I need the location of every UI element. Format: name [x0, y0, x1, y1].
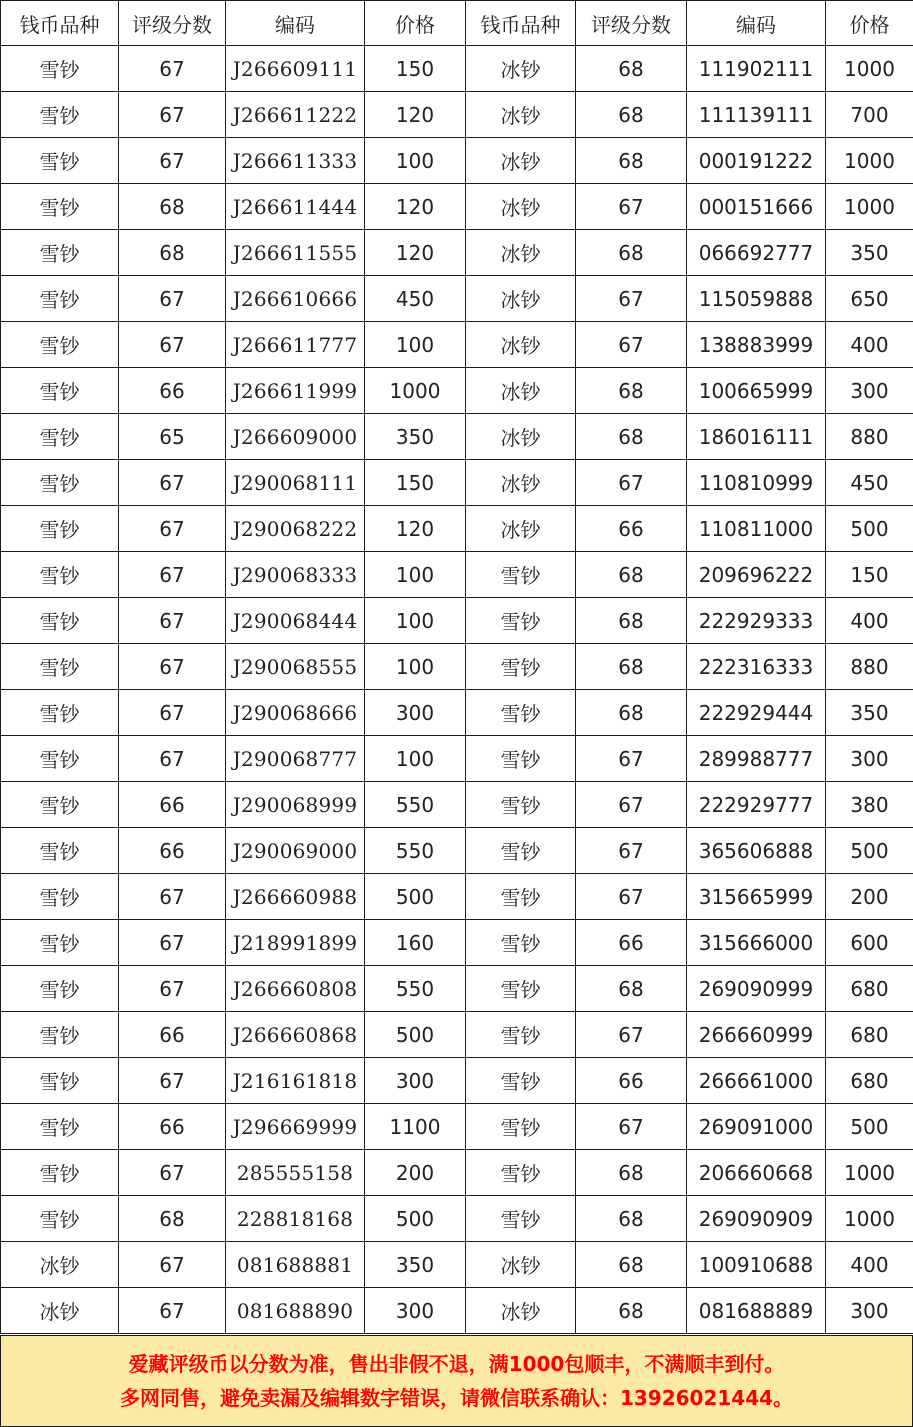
price-cell: 500: [826, 1104, 913, 1150]
variety-cell: 雪钞: [1, 736, 119, 782]
price-cell: 450: [365, 276, 466, 322]
table-row: [1, 414, 913, 460]
serial-cell: J266611222: [226, 92, 365, 138]
variety-cell: 雪钞: [466, 598, 576, 644]
variety-cell: 雪钞: [466, 690, 576, 736]
grade-cell: 67: [576, 276, 687, 322]
price-cell: 300: [826, 368, 913, 414]
grade-cell: 66: [576, 506, 687, 552]
serial-cell: 186016111: [687, 414, 826, 460]
grade-cell: 66: [119, 1104, 226, 1150]
price-cell: 1000: [826, 1196, 913, 1242]
price-cell: 150: [365, 460, 466, 506]
grade-cell: 67: [119, 46, 226, 92]
serial-cell: J266609000: [226, 414, 365, 460]
price-cell: 100: [365, 736, 466, 782]
serial-cell: 266661000: [687, 1058, 826, 1104]
table-row: [1, 644, 913, 690]
variety-cell: 雪钞: [1, 598, 119, 644]
price-cell: 500: [365, 1196, 466, 1242]
serial-cell: 081688881: [226, 1242, 365, 1288]
grade-cell: 68: [576, 1242, 687, 1288]
table-row: [1, 368, 913, 414]
variety-cell: 雪钞: [1, 1012, 119, 1058]
serial-cell: J216161818: [226, 1058, 365, 1104]
serial-cell: 100910688: [687, 1242, 826, 1288]
price-cell: 1000: [365, 368, 466, 414]
serial-cell: J266611444: [226, 184, 365, 230]
variety-cell: 雪钞: [1, 414, 119, 460]
grade-cell: 67: [576, 782, 687, 828]
serial-cell: 209696222: [687, 552, 826, 598]
grade-cell: 66: [576, 920, 687, 966]
grade-cell: 68: [119, 184, 226, 230]
price-cell: 300: [826, 1288, 913, 1334]
table-row: [1, 598, 913, 644]
variety-cell: 雪钞: [1, 506, 119, 552]
serial-cell: J266611555: [226, 230, 365, 276]
grade-cell: 68: [576, 92, 687, 138]
table-row: [1, 92, 913, 138]
price-cell: 500: [826, 506, 913, 552]
serial-cell: 081688889: [687, 1288, 826, 1334]
grade-cell: 67: [119, 874, 226, 920]
table-row: [1, 322, 913, 368]
grade-cell: 67: [576, 184, 687, 230]
price-cell: 350: [365, 1242, 466, 1288]
price-cell: 500: [826, 828, 913, 874]
grade-cell: 68: [576, 1150, 687, 1196]
serial-cell: J290068777: [226, 736, 365, 782]
serial-cell: 111139111: [687, 92, 826, 138]
grade-cell: 68: [576, 1288, 687, 1334]
variety-cell: 雪钞: [466, 644, 576, 690]
price-cell: 880: [826, 644, 913, 690]
variety-cell: 雪钞: [466, 552, 576, 598]
variety-cell: 雪钞: [1, 920, 119, 966]
grade-cell: 67: [119, 552, 226, 598]
variety-cell: 雪钞: [466, 874, 576, 920]
serial-cell: J266660868: [226, 1012, 365, 1058]
price-cell: 120: [365, 230, 466, 276]
serial-cell: 000151666: [687, 184, 826, 230]
serial-cell: J290068666: [226, 690, 365, 736]
serial-cell: J266660988: [226, 874, 365, 920]
table-row: [1, 874, 913, 920]
grade-cell: 68: [119, 230, 226, 276]
variety-cell: 雪钞: [1, 828, 119, 874]
grade-cell: 67: [119, 1058, 226, 1104]
serial-cell: 110810999: [687, 460, 826, 506]
notice-line-2: 多网同售，避免卖漏及编辑数字错误，请微信联系确认：13926021444。: [119, 1386, 794, 1410]
variety-cell: 雪钞: [1, 1150, 119, 1196]
grade-cell: 68: [576, 966, 687, 1012]
col-header-variety: 钱币品种: [1, 1, 119, 46]
variety-cell: 雪钞: [466, 1058, 576, 1104]
price-cell: 400: [826, 598, 913, 644]
variety-cell: 雪钞: [1, 690, 119, 736]
serial-cell: J266660808: [226, 966, 365, 1012]
price-cell: 1000: [826, 46, 913, 92]
serial-cell: 222929444: [687, 690, 826, 736]
grade-cell: 67: [119, 966, 226, 1012]
table-row: [1, 184, 913, 230]
price-cell: 550: [365, 828, 466, 874]
grade-cell: 67: [119, 690, 226, 736]
price-cell: 300: [365, 1288, 466, 1334]
serial-cell: 222316333: [687, 644, 826, 690]
serial-cell: 111902111: [687, 46, 826, 92]
grade-cell: 66: [119, 368, 226, 414]
price-cell: 350: [826, 690, 913, 736]
table-row: [1, 460, 913, 506]
grade-cell: 67: [119, 322, 226, 368]
grade-cell: 68: [119, 1196, 226, 1242]
price-cell: 680: [826, 1012, 913, 1058]
serial-cell: J266609111: [226, 46, 365, 92]
variety-cell: 冰钞: [1, 1242, 119, 1288]
price-cell: 120: [365, 92, 466, 138]
table-row: [1, 782, 913, 828]
table-row: [1, 1012, 913, 1058]
table-row: [1, 920, 913, 966]
variety-cell: 雪钞: [1, 368, 119, 414]
price-cell: 380: [826, 782, 913, 828]
serial-cell: J290068111: [226, 460, 365, 506]
serial-cell: J290068999: [226, 782, 365, 828]
variety-cell: 雪钞: [466, 736, 576, 782]
serial-cell: J266611333: [226, 138, 365, 184]
grade-cell: 67: [576, 1104, 687, 1150]
variety-cell: 雪钞: [1, 1104, 119, 1150]
variety-cell: 雪钞: [1, 644, 119, 690]
price-cell: 100: [365, 644, 466, 690]
grade-cell: 67: [119, 92, 226, 138]
table-row: [1, 1150, 913, 1196]
variety-cell: 雪钞: [1, 322, 119, 368]
grade-cell: 67: [576, 322, 687, 368]
serial-cell: J266611999: [226, 368, 365, 414]
price-cell: 600: [826, 920, 913, 966]
serial-cell: 206660668: [687, 1150, 826, 1196]
grade-cell: 66: [576, 1058, 687, 1104]
price-cell: 1000: [826, 1150, 913, 1196]
grade-cell: 65: [119, 414, 226, 460]
price-cell: 650: [826, 276, 913, 322]
variety-cell: 雪钞: [1, 874, 119, 920]
variety-cell: 冰钞: [466, 1242, 576, 1288]
variety-cell: 雪钞: [1, 1196, 119, 1242]
serial-cell: J290068444: [226, 598, 365, 644]
table-row: [1, 1104, 913, 1150]
variety-cell: 雪钞: [466, 1104, 576, 1150]
price-cell: 1100: [365, 1104, 466, 1150]
serial-cell: 100665999: [687, 368, 826, 414]
variety-cell: 冰钞: [466, 414, 576, 460]
col-header-serial: 编码: [226, 1, 365, 46]
price-cell: 350: [826, 230, 913, 276]
price-cell: 1000: [826, 184, 913, 230]
table-row: [1, 736, 913, 782]
grade-cell: 66: [119, 1012, 226, 1058]
variety-cell: 雪钞: [1, 460, 119, 506]
grade-cell: 67: [119, 920, 226, 966]
col-header-variety: 钱币品种: [466, 1, 576, 46]
header-row: [1, 1, 913, 46]
table-row: [1, 276, 913, 322]
grade-cell: 68: [576, 414, 687, 460]
variety-cell: 雪钞: [466, 966, 576, 1012]
serial-cell: 365606888: [687, 828, 826, 874]
serial-cell: 269090999: [687, 966, 826, 1012]
table-row: [1, 138, 913, 184]
serial-cell: J266611777: [226, 322, 365, 368]
price-cell: 550: [365, 782, 466, 828]
serial-cell: J290068555: [226, 644, 365, 690]
grade-cell: 67: [119, 598, 226, 644]
col-header-grade: 评级分数: [576, 1, 687, 46]
table-row: [1, 552, 913, 598]
price-cell: 200: [365, 1150, 466, 1196]
serial-cell: J266610666: [226, 276, 365, 322]
price-cell: 1000: [826, 138, 913, 184]
grade-cell: 67: [576, 874, 687, 920]
grade-cell: 66: [119, 828, 226, 874]
serial-cell: 066692777: [687, 230, 826, 276]
table-row: [1, 966, 913, 1012]
variety-cell: 雪钞: [466, 828, 576, 874]
col-header-serial: 编码: [687, 1, 826, 46]
serial-cell: 115059888: [687, 276, 826, 322]
variety-cell: 冰钞: [466, 92, 576, 138]
grade-cell: 68: [576, 644, 687, 690]
serial-cell: J290068222: [226, 506, 365, 552]
grade-cell: 68: [576, 690, 687, 736]
price-cell: 500: [365, 874, 466, 920]
grade-cell: 67: [119, 1150, 226, 1196]
grade-cell: 67: [576, 1012, 687, 1058]
price-cell: 100: [365, 138, 466, 184]
grade-cell: 68: [576, 368, 687, 414]
variety-cell: 雪钞: [1, 782, 119, 828]
price-cell: 150: [365, 46, 466, 92]
variety-cell: 冰钞: [466, 322, 576, 368]
table-row: [1, 1058, 913, 1104]
variety-cell: 雪钞: [1, 230, 119, 276]
grade-cell: 68: [576, 598, 687, 644]
variety-cell: 雪钞: [1, 138, 119, 184]
variety-cell: 冰钞: [466, 276, 576, 322]
grade-cell: 67: [119, 506, 226, 552]
serial-cell: J218991899: [226, 920, 365, 966]
grade-cell: 66: [119, 782, 226, 828]
variety-cell: 雪钞: [1, 276, 119, 322]
variety-cell: 冰钞: [466, 184, 576, 230]
grade-cell: 67: [576, 460, 687, 506]
grade-cell: 68: [576, 1196, 687, 1242]
price-cell: 120: [365, 506, 466, 552]
grade-cell: 67: [119, 276, 226, 322]
grade-cell: 68: [576, 230, 687, 276]
price-cell: 500: [365, 1012, 466, 1058]
table-row: [1, 1288, 913, 1334]
price-cell: 880: [826, 414, 913, 460]
serial-cell: 110811000: [687, 506, 826, 552]
grade-cell: 67: [119, 736, 226, 782]
table-row: [1, 230, 913, 276]
variety-cell: 雪钞: [1, 552, 119, 598]
table-row: [1, 506, 913, 552]
variety-cell: 雪钞: [1, 966, 119, 1012]
variety-cell: 雪钞: [466, 1012, 576, 1058]
col-header-price: 价格: [826, 1, 913, 46]
price-cell: 100: [365, 552, 466, 598]
sale-notice: [0, 1335, 913, 1427]
serial-cell: J290069000: [226, 828, 365, 874]
price-cell: 100: [365, 322, 466, 368]
serial-cell: 228818168: [226, 1196, 365, 1242]
price-cell: 400: [826, 1242, 913, 1288]
variety-cell: 冰钞: [466, 230, 576, 276]
variety-cell: 雪钞: [1, 46, 119, 92]
variety-cell: 冰钞: [466, 506, 576, 552]
variety-cell: 冰钞: [466, 138, 576, 184]
price-cell: 300: [826, 736, 913, 782]
price-cell: 400: [826, 322, 913, 368]
grade-cell: 67: [119, 1242, 226, 1288]
serial-cell: 315665999: [687, 874, 826, 920]
grade-cell: 68: [576, 138, 687, 184]
price-cell: 160: [365, 920, 466, 966]
price-cell: 450: [826, 460, 913, 506]
grade-cell: 67: [576, 828, 687, 874]
serial-cell: 222929333: [687, 598, 826, 644]
serial-cell: 081688890: [226, 1288, 365, 1334]
variety-cell: 雪钞: [466, 920, 576, 966]
serial-cell: 269091000: [687, 1104, 826, 1150]
serial-cell: 269090909: [687, 1196, 826, 1242]
price-cell: 200: [826, 874, 913, 920]
table-row: [1, 690, 913, 736]
grade-cell: 67: [119, 644, 226, 690]
price-cell: 680: [826, 1058, 913, 1104]
price-cell: 120: [365, 184, 466, 230]
variety-cell: 雪钞: [1, 92, 119, 138]
col-header-grade: 评级分数: [119, 1, 226, 46]
price-cell: 300: [365, 690, 466, 736]
price-cell: 150: [826, 552, 913, 598]
grade-cell: 68: [576, 46, 687, 92]
variety-cell: 冰钞: [466, 1288, 576, 1334]
variety-cell: 雪钞: [466, 782, 576, 828]
grade-cell: 67: [119, 460, 226, 506]
grade-cell: 67: [119, 1288, 226, 1334]
price-cell: 680: [826, 966, 913, 1012]
table-row: [1, 46, 913, 92]
price-cell: 550: [365, 966, 466, 1012]
serial-cell: J290068333: [226, 552, 365, 598]
variety-cell: 冰钞: [466, 46, 576, 92]
serial-cell: 315666000: [687, 920, 826, 966]
table-row: [1, 828, 913, 874]
variety-cell: 雪钞: [1, 184, 119, 230]
grade-cell: 67: [576, 736, 687, 782]
serial-cell: J296669999: [226, 1104, 365, 1150]
serial-cell: 285555158: [226, 1150, 365, 1196]
price-cell: 700: [826, 92, 913, 138]
variety-cell: 冰钞: [466, 368, 576, 414]
price-cell: 350: [365, 414, 466, 460]
grade-cell: 68: [576, 552, 687, 598]
serial-cell: 138883999: [687, 322, 826, 368]
serial-cell: 000191222: [687, 138, 826, 184]
variety-cell: 冰钞: [466, 460, 576, 506]
variety-cell: 冰钞: [1, 1288, 119, 1334]
table-row: [1, 1196, 913, 1242]
grade-cell: 67: [119, 138, 226, 184]
serial-cell: 266660999: [687, 1012, 826, 1058]
variety-cell: 雪钞: [466, 1196, 576, 1242]
col-header-price: 价格: [365, 1, 466, 46]
table-row: [1, 1242, 913, 1288]
price-cell: 100: [365, 598, 466, 644]
variety-cell: 雪钞: [1, 1058, 119, 1104]
serial-cell: 222929777: [687, 782, 826, 828]
serial-cell: 289988777: [687, 736, 826, 782]
variety-cell: 雪钞: [466, 1150, 576, 1196]
price-cell: 300: [365, 1058, 466, 1104]
notice-line-1: 爱藏评级币以分数为准，售出非假不退，满1000包顺丰，不满顺丰到付。: [128, 1352, 785, 1376]
